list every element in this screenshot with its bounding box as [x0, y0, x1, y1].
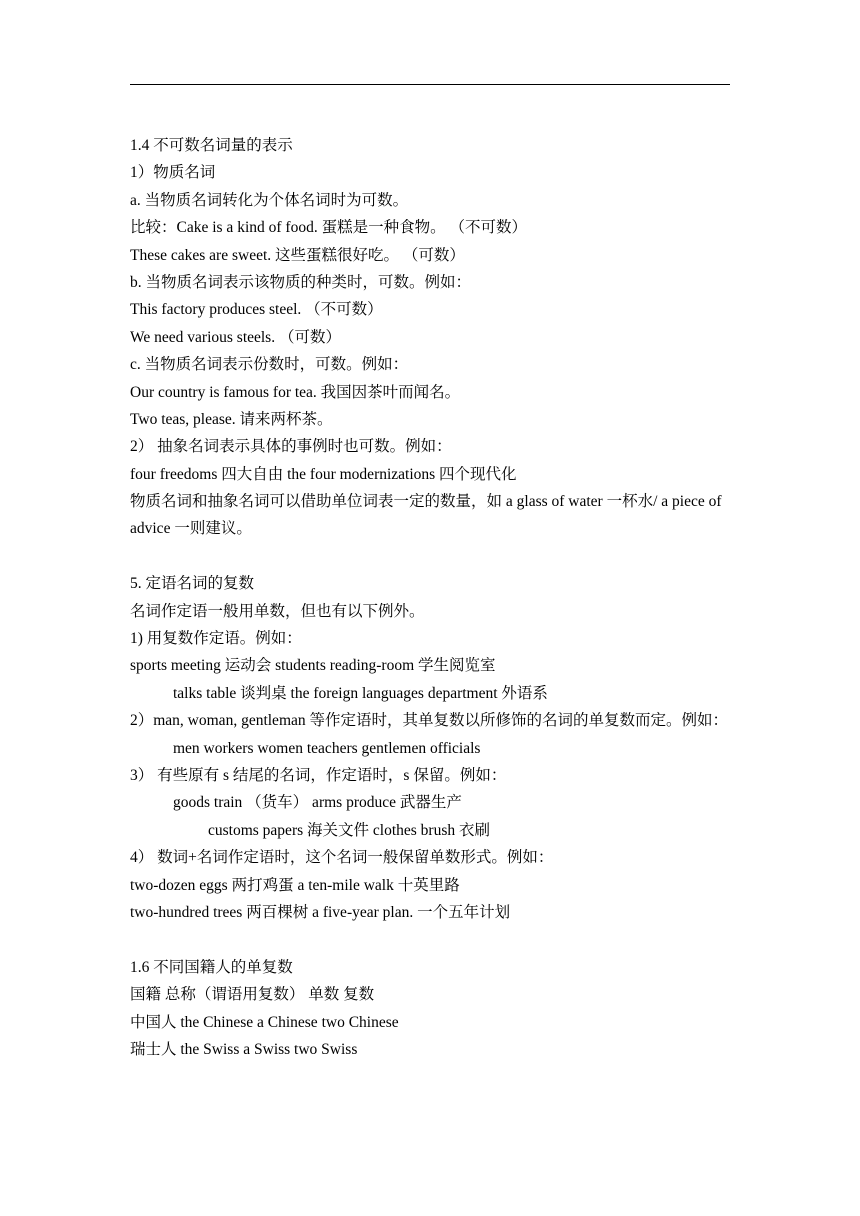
header-rule [130, 84, 730, 85]
rule-text: c. 当物质名词表示份数时，可数。例如： [130, 356, 409, 374]
spacer [130, 543, 740, 570]
subsection-heading: 2） 抽象名词表示具体的事例时也可数。例如： [130, 438, 452, 456]
subsection-heading: 4） 数词+名词作定语时，这个名词一般保留单数形式。例如： [130, 849, 554, 867]
rule-text: b. 当物质名词表示该物质的种类时，可数。例如： [130, 273, 472, 291]
intro-text: 名词作定语一般用单数，但也有以下例外。 [130, 602, 425, 620]
example-line: two-hundred trees 两百棵树 a five-year plan. 一个五年计划 [130, 903, 511, 921]
example-line: four freedoms 四大自由 the four modernizations 四个现代化 [130, 465, 517, 483]
example-line: 比较：Cake is a kind of food. 蛋糕是一种食物。 （不可数） [130, 219, 527, 237]
table-header-line: 国籍 总称（谓语用复数） 单数 复数 [130, 986, 375, 1004]
example-line: two-dozen eggs 两打鸡蛋 a ten-mile walk 十英里路 [130, 876, 460, 894]
table-row-line: 中国人 the Chinese a Chinese two Chinese [130, 1013, 399, 1031]
example-line: Our country is famous for tea. 我国因茶叶而闻名。 [130, 383, 461, 401]
example-line: These cakes are sweet. 这些蛋糕很好吃。 （可数） [130, 246, 465, 264]
section-title: 1.6 不同国籍人的单复数 [130, 958, 293, 976]
section-title: 1.4 不可数名词量的表示 [130, 137, 293, 154]
example-line: Two teas, please. 请来两杯茶。 [130, 410, 333, 428]
example-line: This factory produces steel. （不可数） [130, 301, 383, 319]
example-line: customs papers 海关文件 clothes brush 衣刷 [208, 821, 490, 839]
example-line: sports meeting 运动会 students reading-room 学生阅览室 [130, 657, 496, 675]
example-line: talks table 谈判桌 the foreign languages department 外语系 [173, 684, 548, 702]
document-body [130, 132, 740, 1063]
example-line: goods train （货车） arms produce 武器生产 [173, 794, 462, 812]
table-row-line: 瑞士人 the Swiss a Swiss two Swiss [130, 1040, 358, 1058]
example-line: We need various steels. （可数） [130, 328, 341, 346]
subsection-heading: 2）man, woman, gentleman 等作定语时，其单复数以所修饰的名词的单复数而定。例如： [130, 712, 729, 730]
section-title: 5. 定语名词的复数 [130, 575, 255, 593]
rule-text: a. 当物质名词转化为个体名词时为可数。 [130, 191, 409, 209]
spacer [130, 926, 740, 953]
subsection-heading: 3） 有些原有 s 结尾的名词，作定语时，s 保留。例如： [130, 767, 507, 785]
subsection-heading: 1) 用复数作定语。例如： [130, 630, 302, 648]
note-paragraph: 物质名词和抽象名词可以借助单位词表一定的数量，如 a glass of water 一杯水/ a piece of advice 一则建议。 [130, 493, 722, 538]
subsection-heading: 1）物质名词 [130, 164, 216, 182]
example-line: men workers women teachers gentlemen officials [173, 739, 481, 757]
